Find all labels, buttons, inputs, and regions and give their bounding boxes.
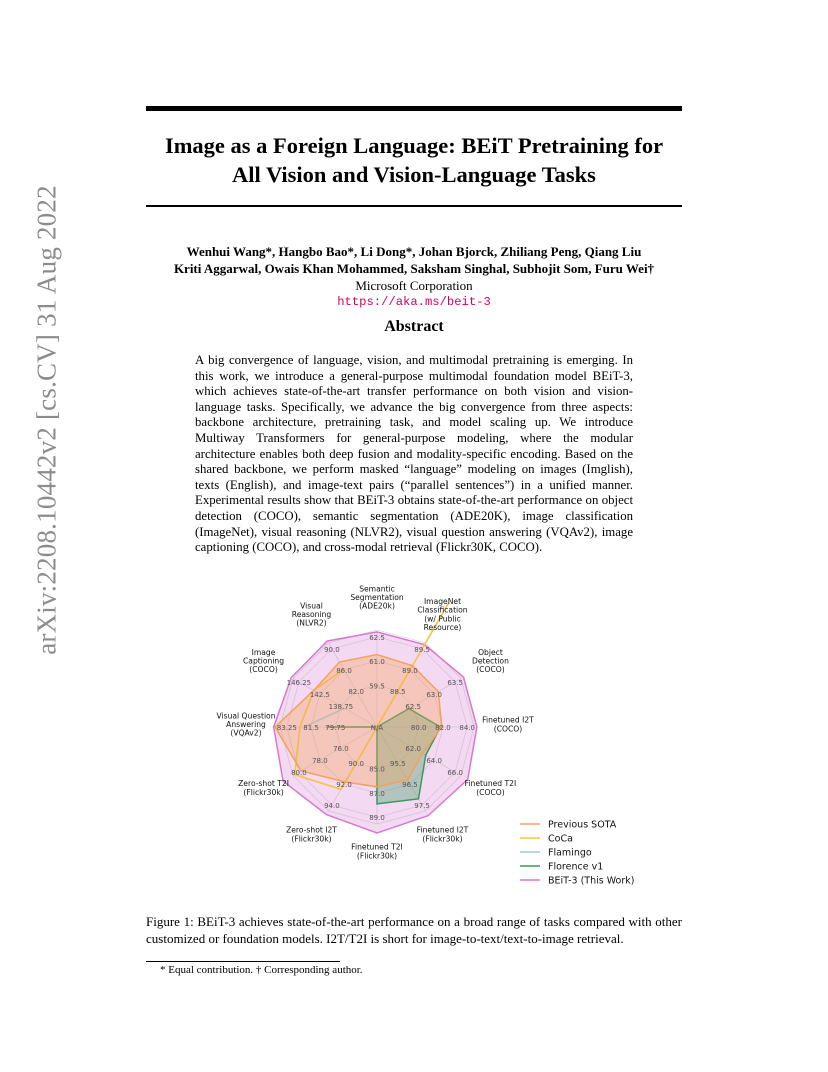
axis-label-line: Classification [417,605,468,615]
axis-label-line: Finetuned T2I [464,779,517,789]
figure-caption: Figure 1: BEiT-3 achieves state-of-the-art performance on a broad range of tasks compared with other customized or foundation models. I2T/T2I is short for image-to-text/text-to-image retrieval. [146,914,682,946]
tick-label: 94.0 [324,802,340,811]
tick-label: 59.5 [369,682,385,691]
axis-label-line: Answering [226,720,266,729]
tick-label: 80.0 [291,769,307,778]
axis-label-line: Finetuned T2I [351,842,403,852]
tick-label: 85.0 [369,765,385,774]
axis-label-line: (COCO) [476,665,505,675]
axis-label-line: Captioning [243,656,285,666]
axis-label-line: (NLVR2) [296,618,327,628]
axis-label-line: Finetuned I2T [416,825,469,835]
axis-label-line: (ADE20k) [359,601,395,611]
tick-label: 62.5 [405,703,421,712]
axis-label [216,711,275,737]
tick-label: 88.5 [390,687,406,696]
arxiv-identifier: arXiv:2208.10442v2 [cs.CV] 31 Aug 2022 [31,185,62,655]
axis-label-line: (COCO) [249,665,278,675]
axis-label-line: (VQAv2) [230,728,262,738]
tick-label: 89.0 [369,814,385,823]
axis-label [292,601,332,627]
axis-label-line: (Flickr30k) [243,787,284,797]
footnote: * Equal contribution. † Corresponding author. [160,964,363,976]
tick-label: 82.0 [435,724,451,732]
tick-label: 90.0 [324,645,340,654]
axis-label-line: Semantic [359,584,395,594]
axis-label [243,648,284,674]
tick-label: 82.0 [348,687,364,696]
footnote-rule [146,961,340,962]
axis-label-line: (w/ Public [424,614,461,624]
tick-label: 95.5 [390,760,406,769]
axis-label [286,826,337,844]
axis-label [482,716,534,734]
tick-label: 138.75 [328,703,354,712]
project-link[interactable]: https://aka.ms/beit-3 [337,295,491,309]
legend-label: Flamingo [548,847,592,859]
axis-label [351,843,403,861]
title-rule-top [146,106,682,111]
tick-label: 61.0 [369,658,385,667]
axis-label-line: (COCO) [476,787,505,797]
axis-label [465,779,517,797]
tick-label: 89.5 [414,645,430,654]
tick-label: 76.0 [333,744,349,753]
tick-label: 78.0 [312,756,328,765]
abstract-text: A big convergence of language, vision, and multimodal pretraining is emerging. In this work, we introduce a general-purpose multimodal foundation model BEiT-3, which achieves state-of-the-art transfer performance on both vision and vision-language tasks. Specifically, we advance the big convergence from three aspects: backbone architecture, pretraining task, and model scaling up. We introduce Multiway Transformers for general-purpose modeling, where the modular architecture enables both deep fusion and modality-specific encoding. Based on the shared backbone, we perform masked “language” modeling on images (Imglish), texts (English), and image-text pairs (“parallel sentences”) in a unified manner. Experimental results show that BEiT-3 obtains state-of-the-art performance on object detection (COCO), semantic segmentation (ADE20K), image classification (ImageNet), visual reasoning (NLVR2), visual question answering (VQAv2), image captioning (COCO), and cross-modal retrieval (Flickr30K, COCO). [195,353,633,555]
tick-label: 90.0 [348,760,364,769]
axis-label [417,597,467,632]
axis-label [472,648,509,674]
affiliation: Microsoft Corporation [355,278,473,293]
title-line-1: Image as a Foreign Language: BEiT Pretraining for [164,133,664,158]
tick-label: 64.0 [426,756,442,765]
title-rule-bottom [146,205,682,207]
axis-label-line: (COCO) [493,724,523,734]
tick-label: 84.0 [459,724,476,732]
tick-label: 79.75 [325,724,346,732]
authors-line-1: Wenhui Wang*, Hangbo Bao*, Li Dong*, Johan Bjorck, Zhiliang Peng, Qiang Liu [186,244,642,259]
axis-label-line: Zero-shot T2I [238,779,289,789]
axis-label-line: Visual [300,601,323,611]
axis-label-line: (Flickr30k) [291,834,332,844]
axis-label [417,826,469,844]
axis-label-line: (Flickr30k) [356,851,398,861]
title-line-2: All Vision and Vision-Language Tasks [232,162,596,187]
tick-label: 66.0 [447,769,463,778]
axis-label [350,584,404,610]
tick-label: 62.5 [369,633,385,642]
axis-label-line: Resource) [423,622,462,632]
paper-title [146,131,682,189]
radar-chart-figure [140,552,690,912]
axis-label-line: Reasoning [291,610,332,620]
tick-label: 63.5 [447,678,463,687]
abstract-heading: Abstract [384,318,444,335]
tick-label: 87.0 [369,789,385,798]
axis-label-line: Object [478,647,503,657]
legend-label: BEiT-3 (This Work) [548,875,635,887]
center-label: N/A [370,724,384,732]
tick-label: 83.25 [276,724,297,732]
tick-label: 62.0 [405,744,421,753]
tick-label: 80.0 [410,724,427,732]
authors-line-2: Kriti Aggarwal, Owais Khan Mohammed, Saksham Singhal, Subhojit Som, Furu Wei† [173,261,655,276]
legend-label: Florence v1 [548,861,604,873]
tick-label: 142.5 [309,691,330,700]
tick-label: 89.0 [402,666,418,675]
axis-label [238,779,289,797]
tick-label: 63.0 [426,691,442,700]
legend-label: Previous SOTA [548,819,617,831]
axis-label-line: Zero-shot I2T [286,825,337,835]
axis-label-line: (Flickr30k) [422,834,463,844]
axis-label-line: Image [251,647,276,657]
axis-label-line: Segmentation [350,593,404,602]
tick-label: 92.0 [336,781,352,790]
axis-label-line: Visual Question [216,711,276,721]
legend-label: CoCa [548,833,573,845]
axis-label-line: ImageNet [423,597,462,607]
tick-label: 146.25 [286,678,312,687]
axis-label-line: Detection [472,656,509,666]
author-block [130,243,698,311]
radar-chart [140,552,690,907]
axis-label-line: Finetuned I2T [482,715,534,725]
tick-label: 96.5 [402,781,418,790]
tick-label: 97.5 [414,802,430,811]
tick-label: 81.5 [303,724,319,732]
tick-label: 86.0 [336,666,352,675]
